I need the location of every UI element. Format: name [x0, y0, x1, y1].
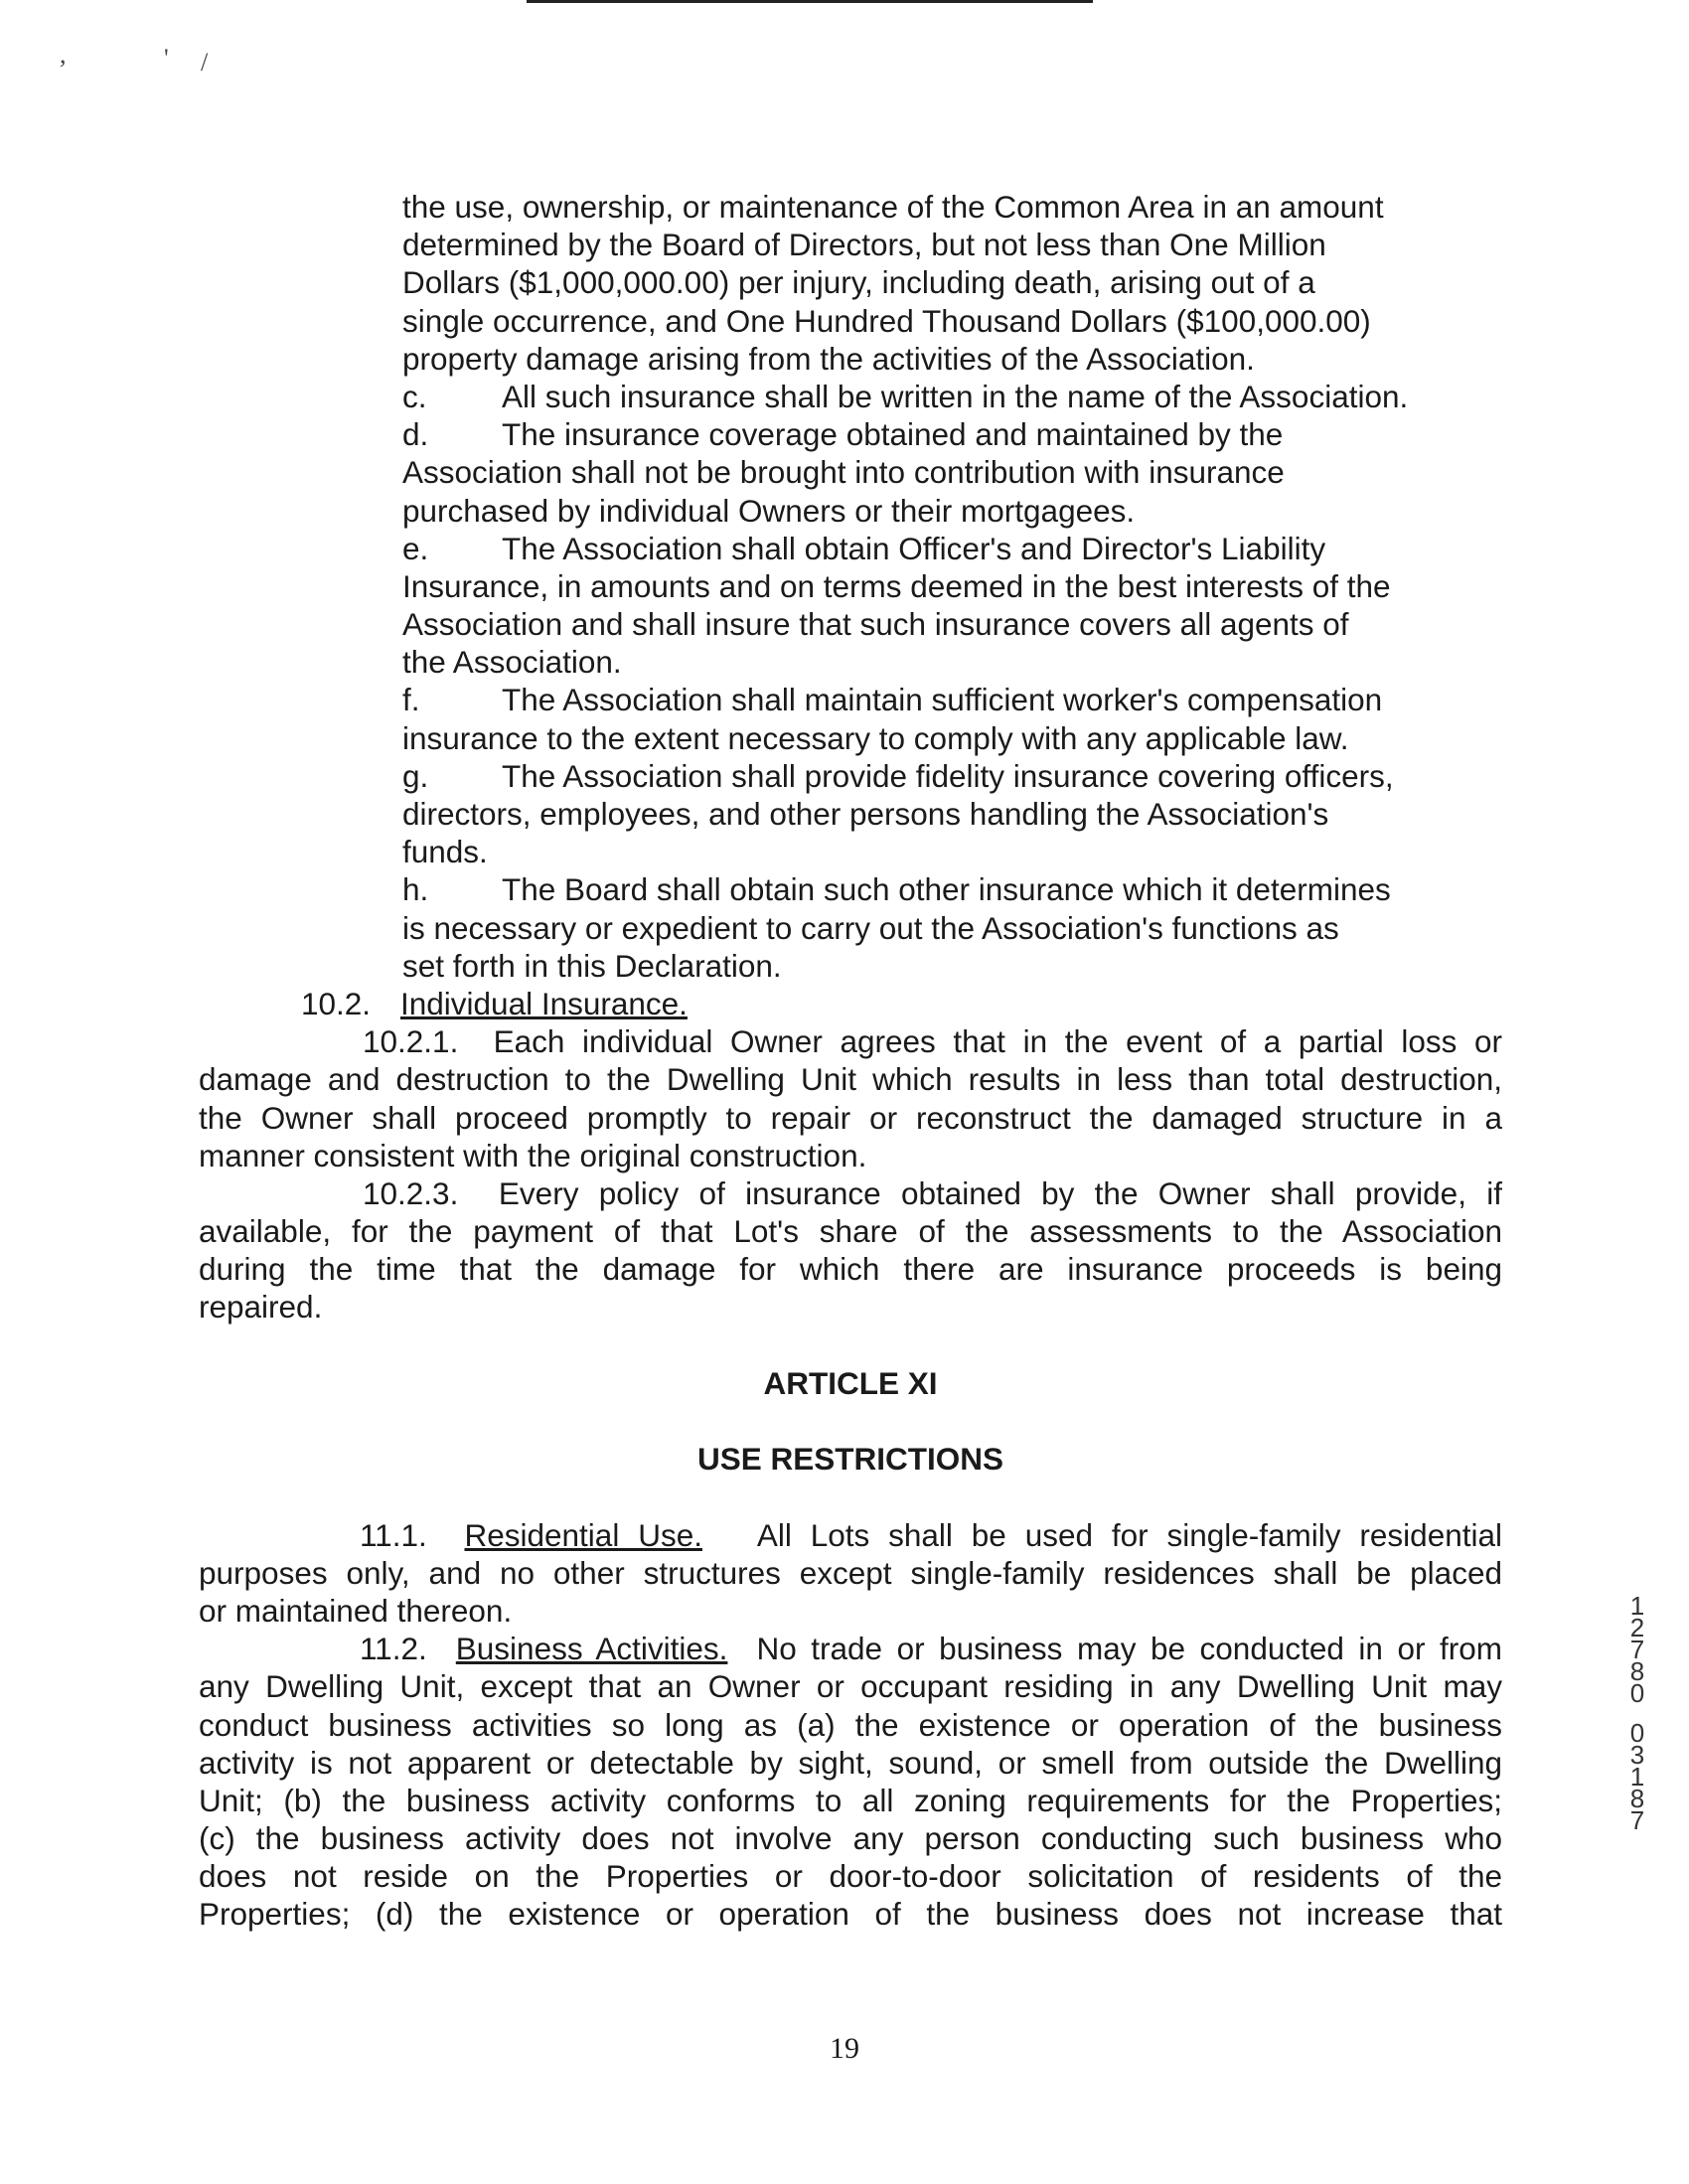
text-line: determined by the Board of Directors, but not less than One Million [402, 227, 1326, 263]
text-line: set forth in this Declaration. [402, 947, 782, 984]
stamp-digit: 2 [1629, 1613, 1645, 1642]
section-number: 10.2. [301, 985, 372, 1021]
text-line: The insurance coverage obtained and maintained by the [502, 416, 1284, 453]
text-line: Dollars ($1,000,000.00) per injury, including death, arising out of a [402, 264, 1315, 301]
stamp-digit: 8 [1629, 1784, 1645, 1813]
section-title: Individual Insurance. [400, 985, 688, 1021]
section-title: Residential Use. [464, 1516, 702, 1553]
text-line [199, 1516, 1502, 1554]
text-line: The Board shall obtain such other insurance which it determines [502, 871, 1391, 908]
list-item-g [199, 757, 1502, 871]
text-line [199, 1630, 1502, 1667]
text-line: directors, employees, and other persons handling the Association's [402, 796, 1329, 832]
text-line: purposes only, and no other structures except single-family residences shall be placed [199, 1554, 1502, 1591]
stamp-digit: 1 [1629, 1591, 1645, 1621]
scan-speck: / [201, 48, 209, 77]
paragraph-common-area-liability [199, 188, 1502, 378]
list-item-d [199, 415, 1502, 530]
text-line: The Association shall obtain Officer's and Director's Liability [502, 530, 1326, 566]
text-line-content: No trade or business may be conducted in or from [756, 1631, 1502, 1667]
text-line: or maintained thereon. [199, 1592, 513, 1629]
text-line: Association and shall insure that such insurance covers all agents of [402, 606, 1349, 643]
text-line: insurance to the extent necessary to comply with any applicable law. [402, 719, 1349, 756]
text-line: Unit; (b) the business activity conforms to all zoning requirements for the Properties; [199, 1782, 1502, 1818]
article-subtitle: USE RESTRICTIONS [696, 1441, 1004, 1478]
text-line: funds. [402, 834, 488, 870]
text-line: activity is not apparent or detectable by sight, sound, or smell from outside the Dwelling [199, 1744, 1502, 1781]
text-line: repaired. [199, 1289, 323, 1326]
text-line: purchased by individual Owners or their mortgagees. [402, 492, 1136, 529]
list-item-h [199, 870, 1502, 985]
section-11-2 [199, 1630, 1502, 1934]
text-line: The Association shall maintain sufficient worker's compensation [502, 682, 1383, 718]
text-line: the use, ownership, or maintenance of the Common Area in an amount [402, 189, 1384, 225]
stamp-digit: 7 [1629, 1635, 1645, 1664]
section-10-2-3 [199, 1174, 1502, 1326]
list-item-label: d. [402, 416, 429, 453]
document-body [199, 188, 1502, 1934]
stamp-digit: 3 [1629, 1740, 1645, 1770]
text-line-content: Each individual Owner agrees that in the event of a partial loss or [493, 1023, 1502, 1060]
stamp-digit: 0 [1629, 1678, 1645, 1708]
section-10-2-1 [199, 1022, 1502, 1174]
text-line-content: Every policy of insurance obtained by the Owner shall provide, if [498, 1174, 1502, 1211]
top-border-line [527, 0, 1093, 3]
section-number: 11.1. [360, 1516, 427, 1553]
text-line-content: All Lots shall be used for single-family residential [756, 1516, 1502, 1553]
list-item-f [199, 681, 1502, 756]
text-line: the Owner shall proceed promptly to repair or reconstruct the damaged structure in a [199, 1099, 1502, 1136]
section-number: 10.2.3. [363, 1174, 459, 1211]
text-line: All such insurance shall be written in the name of the Association. [502, 378, 1409, 414]
text-line: any Dwelling Unit, except that an Owner or occupant residing in any Dwelling Unit may [199, 1668, 1502, 1705]
text-line [199, 1174, 1502, 1212]
text-line: The Association shall provide fidelity insurance covering officers, [502, 757, 1394, 794]
text-line: (c) the business activity does not involve any person conducting such business who [199, 1820, 1502, 1857]
text-line: available, for the payment of that Lot's share of the assessments to the Association [199, 1213, 1502, 1250]
article-title: ARTICLE XI [763, 1364, 938, 1401]
stamp-digit: 0 [1629, 1718, 1645, 1748]
text-line: damage and destruction to the Dwelling Unit which results in less than total destruction, [199, 1061, 1502, 1098]
list-item-c [199, 378, 1502, 415]
text-line: single occurrence, and One Hundred Thousand Dollars ($100,000.00) [402, 302, 1371, 339]
section-title: Business Activities. [455, 1631, 728, 1667]
text-line: Properties; (d) the existence or operation of the business does not increase that [199, 1896, 1502, 1933]
section-heading-10-2 [199, 985, 1502, 1022]
text-line: the Association. [402, 644, 622, 681]
list-item-label: g. [402, 757, 429, 794]
list-item-label: e. [402, 530, 429, 566]
list-item-label: c. [402, 378, 427, 414]
text-line: is necessary or expedient to carry out the Association's functions as [402, 909, 1339, 946]
text-line [199, 1022, 1502, 1060]
scan-speck: , [60, 40, 67, 69]
list-item-label: f. [402, 682, 420, 718]
scan-speck: ' [164, 44, 169, 73]
text-line: Insurance, in amounts and on terms deemed in the best interests of the [402, 567, 1391, 604]
text-line: during the time that the damage for which there are insurance proceeds is being [199, 1251, 1502, 1288]
stamp-digit: 8 [1629, 1656, 1645, 1686]
stamp-digit: 7 [1629, 1805, 1645, 1835]
text-line: property damage arising from the activities of the Association. [402, 340, 1255, 377]
text-line: Association shall not be brought into contribution with insurance [402, 454, 1285, 491]
list-item-e [199, 530, 1502, 682]
stamp-digit: 1 [1629, 1762, 1645, 1792]
section-number: 10.2.1. [363, 1023, 459, 1060]
section-11-1 [199, 1516, 1502, 1631]
text-line: manner consistent with the original construction. [199, 1137, 867, 1173]
list-item-label: h. [402, 871, 429, 908]
section-number: 11.2. [360, 1631, 427, 1667]
text-line: conduct business activities so long as (a) the existence or operation of the business [199, 1706, 1502, 1743]
text-line: does not reside on the Properties or door-to-door solicitation of residents of the [199, 1858, 1502, 1895]
margin-recording-stamp [1622, 1591, 1652, 1835]
page-number: 19 [830, 2032, 859, 2065]
